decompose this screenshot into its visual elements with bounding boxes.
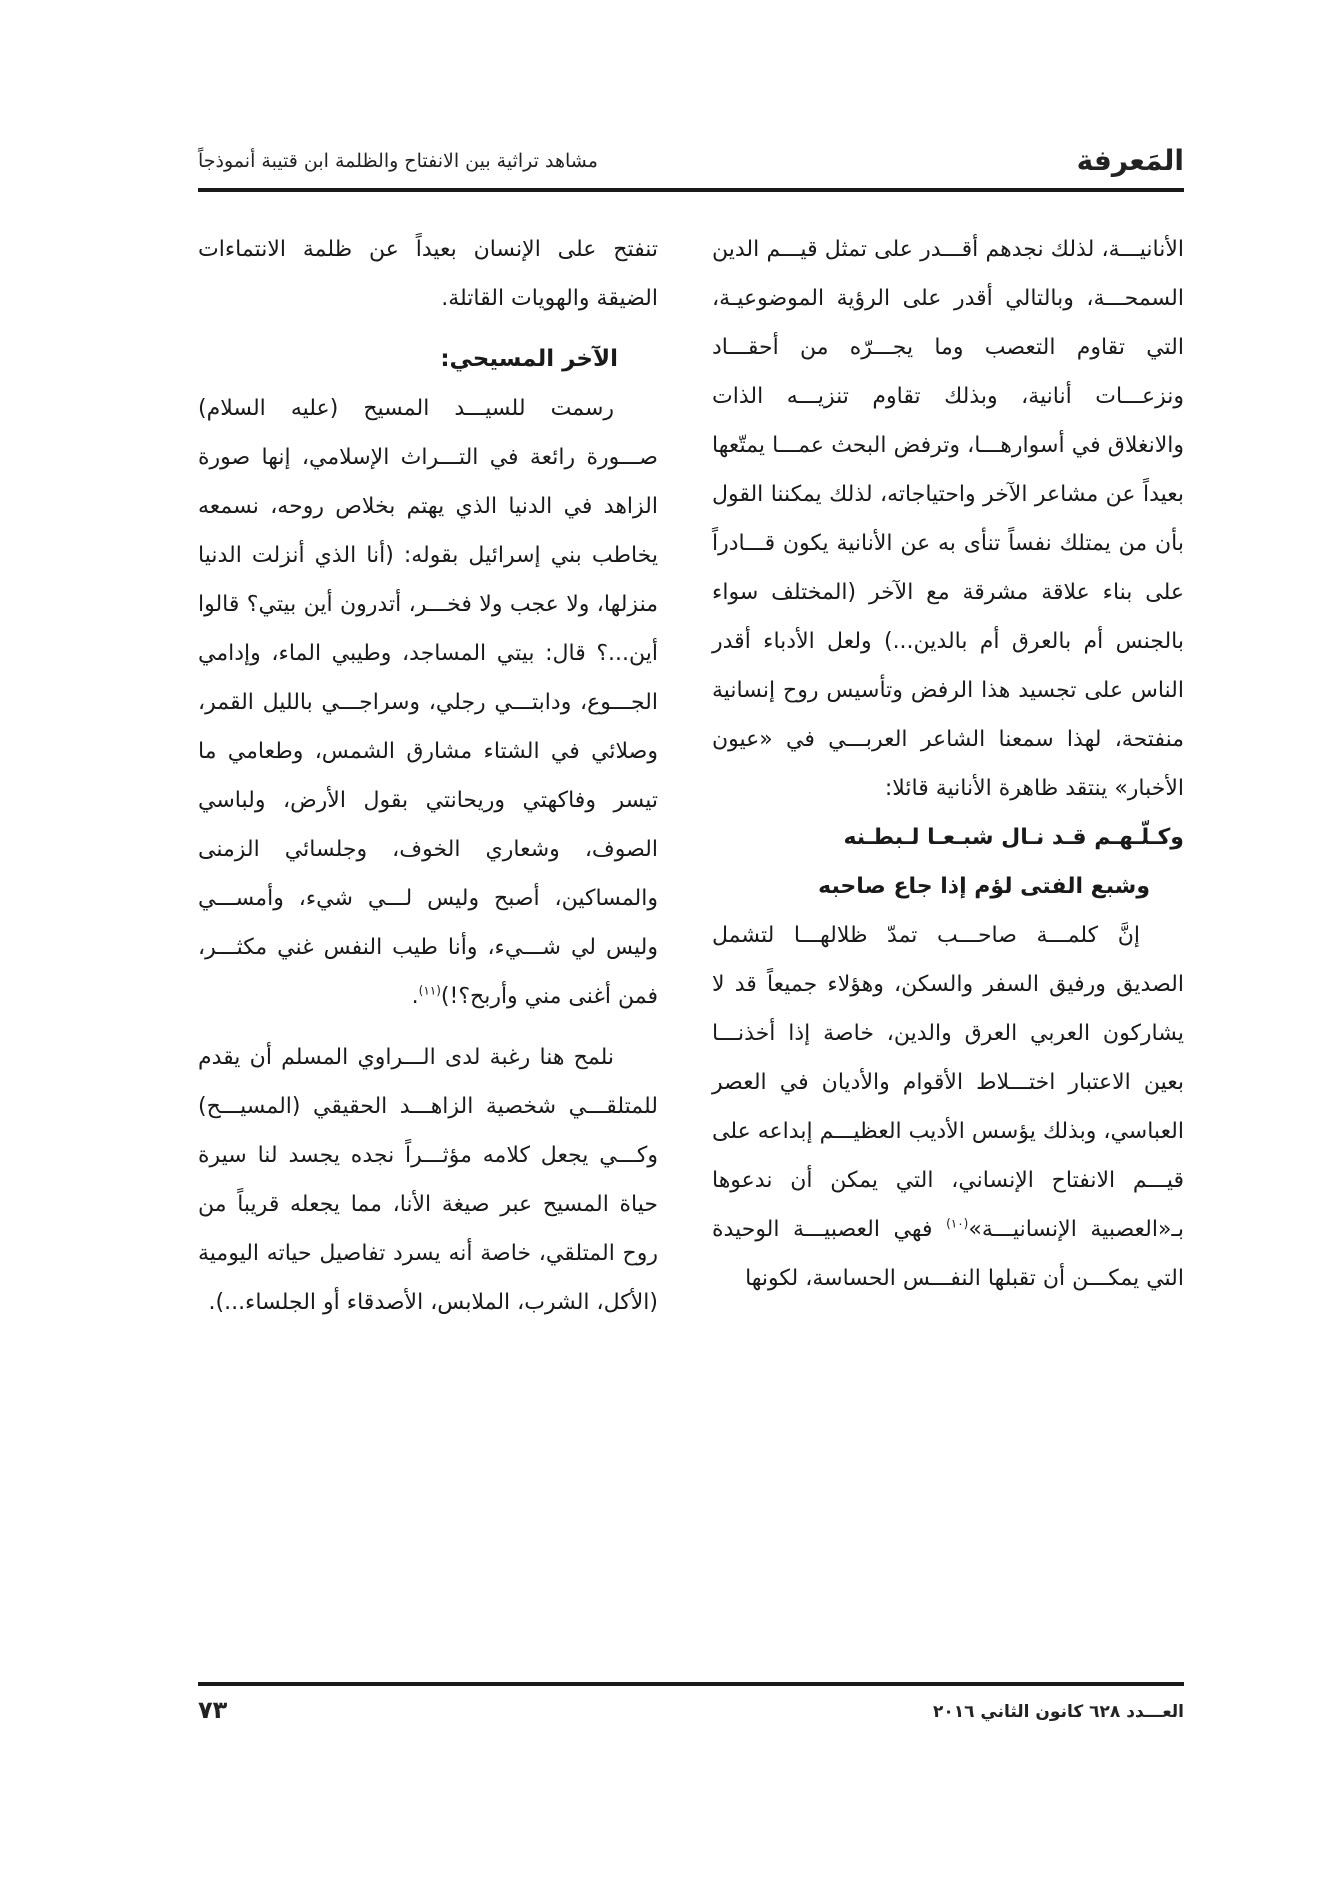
paragraph bbox=[712, 911, 1184, 1303]
issue-info: العـــدد ٦٢٨ كانون الثاني ٢٠١٦ bbox=[932, 1702, 1184, 1722]
paragraph-text: فهي العصبيـــة الوحيدة التي يمكـــن أن تقبلها النفـــس الحساسة، لكونها bbox=[712, 1217, 1184, 1291]
left-column bbox=[198, 225, 658, 1327]
paragraph: تنفتح على الإنسان بعيداً عن ظلمة الانتماءات الضيقة والهويات القاتلة. bbox=[198, 237, 658, 311]
running-title: مشاهد تراثية بين الانفتاح والظلمة ابن قتيبة أنموذجاً bbox=[198, 150, 598, 172]
paragraph-text: . bbox=[411, 984, 419, 1009]
right-column bbox=[712, 225, 1184, 1303]
paragraph bbox=[198, 384, 658, 1021]
section-heading: الآخر المسيحي: bbox=[440, 346, 618, 372]
header-rule bbox=[198, 188, 1184, 192]
footer-rule bbox=[198, 1682, 1184, 1686]
poem-verse-2: وشبع الفتى لؤم إذا جاع صاحبه bbox=[818, 874, 1150, 899]
paragraph-text: إنَّ كلمـــة صاحـــب تمدّ ظلالهـــا لتشمل الصديق ورفيق السفر والسكن، وهؤلاء جميعاً قد لا يشاركون العربي العرق والدين، خاصة إذا أخذنـــا بعين الاعتبار اختـــلاط الأقوام والأديان في العصر العباسي، وبذلك يؤسس الأديب العظيـــم إبداعه على قيـــم الانفتاح الإنساني، التي يمكن أن ندعوها بـ«العصبية الإنسانيـــة» bbox=[712, 923, 1184, 1242]
paragraph-text: رسمت للسيـــد المسيح (عليه السلام) صـــورة رائعة في التـــراث الإسلامي، إنها صورة الزاهد في الدنيا الذي يهتم بخلاص روحه، نسمعه يخاطب بني إسرائيل بقوله: (أنا الذي أنزلت الدنيا منزلها، ولا عجب ولا فخـــر، أتدرون أين بيتي؟ قالوا أين...؟ قال: بيتي المساجد، وطيبي الماء، وإدامي الجـــوع، ودابتـــي رجلي، وسراجـــي بالليل القمر، وصلائي في الشتاء مشارق الشمس، وطعامي ما تيسر وفاكهتي وريحانتي بقول الأرض، ولباسي الصوف، وشعاري الخوف، وجلسائي الزمنى والمساكين، أصبح وليس لـــي شيء، وأمســـي وليس لي شـــيء، وأنا طيب النفس غني مكثـــر، فمن أغنى مني وأربح؟!) bbox=[198, 396, 658, 1009]
paragraph: نلمح هنا رغبة لدى الـــراوي المسلم أن يقدم للمتلقـــي شخصية الزاهـــد الحقيقي (المسيـــح) وكـــي يجعل كلامه مؤثـــراً نجده يجسد لنا سيرة حياة المسيح عبر صيغة الأنا، مما يجعله قريباً من روح المتلقي، خاصة أنه يسرد تفاصيل حياته اليومية (الأكل، الشرب، الملابس، الأصدقاء أو الجلساء...). bbox=[198, 1045, 658, 1315]
footnote-ref: (١٠) bbox=[946, 1216, 969, 1231]
paragraph: الأنانيـــة، لذلك نجدهم أقـــدر على تمثل قيـــم الدين السمحـــة، وبالتالي أقدر على الرؤية الموضوعيـة، التي تقاوم التعصب وما يجـــرّه من أحقـــاد ونزعـــات أنانية، وبذلك تقاوم تنزيـــه الذات والانغلاق في أسوارهـــا، وترفض البحث عمـــا يمتّعها بعيداً عن مشاعر الآخر واحتياجاته، لذلك يمكننا القول بأن من يمتلك نفساً تنأى به عن الأنانية يكون قـــادراً على بناء علاقة مشرقة مع الآخر (المختلف سواء بالجنس أم بالعرق أم بالدين...) ولعل الأدباء أقدر الناس على تجسيد هذا الرفض وتأسيس روح إنسانية منفتحة، لهذا سمعنا الشاعر العربـــي في «عيون الأخبار» ينتقد ظاهرة الأنانية قائلا: bbox=[712, 237, 1184, 801]
footnote-ref: (١١) bbox=[418, 983, 441, 998]
poem-verse-1: وكـلّـهـم قـد نـال شبـعـا لـبطـنه bbox=[843, 825, 1184, 850]
page-header bbox=[198, 142, 1184, 186]
magazine-logo: المَعرفة bbox=[1076, 144, 1184, 177]
page-number: ٧٣ bbox=[198, 1696, 228, 1724]
